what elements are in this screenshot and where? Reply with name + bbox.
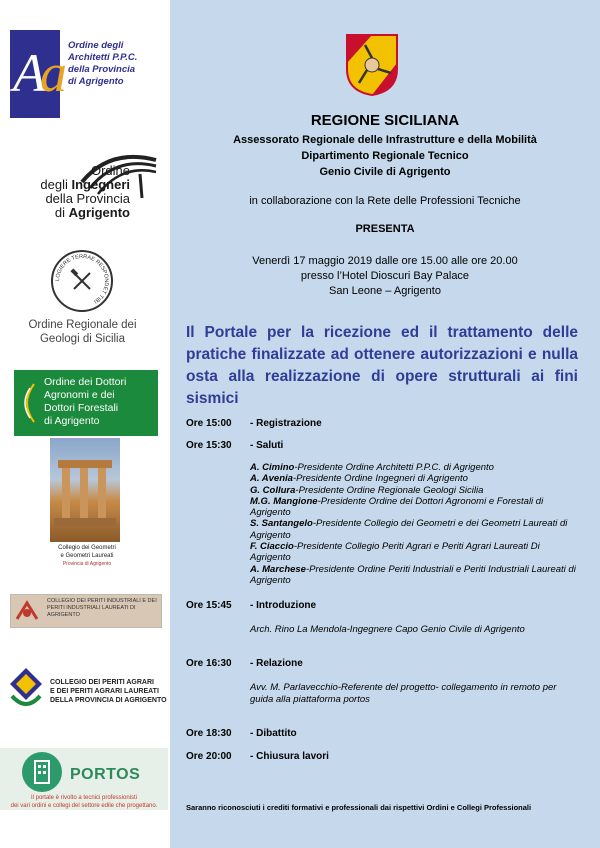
program-time: Ore 20:00 — [186, 751, 232, 762]
presenta-label: PRESENTA — [355, 223, 415, 235]
speaker-item: F. Ciaccio-Presidente Collegio Periti Agrari e Periti Agrari Laureati Di Agrigento — [250, 541, 540, 564]
speaker-item: G. Collura-Presidente Ordine Regionale Geologi Sicilia — [250, 484, 484, 496]
program-detail: Avv. M. Parlavecchio-Referente del progetto- collegamento in remoto per guida alla piattaforma portos — [250, 682, 557, 705]
program-time: Ore 18:30 — [186, 728, 232, 739]
main-panel — [170, 0, 600, 848]
trinacria-crest-icon — [345, 33, 399, 97]
program-label: - Saluti — [250, 440, 284, 451]
collaboration-line: in collaborazione con la Rete delle Professioni Tecniche — [249, 195, 521, 207]
program-label: - Chiusura lavori — [250, 751, 329, 762]
ingegneri-logo — [10, 148, 165, 218]
geometri-logo — [50, 438, 120, 568]
portos-caption: Il portale è rivolto a tecnici professionisti dei vari ordini e collegi del settore edile che progettano. — [10, 795, 158, 809]
program-time: Ore 15:30 — [186, 440, 232, 451]
speaker-list — [250, 462, 580, 586]
geometri-name: Collegio dei Geometri e Geometri Laureati Provincia di Agrigento — [58, 545, 116, 567]
ingegneri-name: Ordine degli Ingegneri della Provincia di Agrigento — [40, 163, 130, 220]
agronomi-name: Ordine dei Dottori Agronomi e dei Dottori Forestali di Agrigento — [44, 376, 127, 427]
speaker-item: A. Marchese-Presidente Ordine Periti Industriali e Periti Industriali Laureati di Agrigento — [250, 563, 576, 586]
page-title: REGIONE SICILIANA — [310, 112, 460, 129]
program-label: - Dibattito — [250, 728, 297, 739]
architetti-mark — [10, 30, 60, 118]
periti-industriali-mark-icon — [15, 599, 41, 623]
geologi-seal-text: LOGIERE TERRAE RESPONDET TIBI — [54, 253, 110, 305]
program-label: - Registrazione — [250, 418, 322, 429]
portos-logo — [0, 748, 168, 810]
genio-civile-line: Genio Civile di Agrigento — [319, 166, 451, 178]
program-time: Ore 15:45 — [186, 600, 232, 611]
geologi-logo — [10, 250, 165, 350]
program-label: - Relazione — [250, 658, 303, 669]
temple-photo — [50, 438, 120, 542]
sponsor-sidebar — [0, 0, 170, 848]
speaker-item: M.G. Mangione-Presidente Ordine dei Dottori Agronomi e Forestali di Agrigento — [250, 495, 544, 519]
credits-footnote: Saranno riconosciuti i crediti formativi e professionali dai rispettivi Ordini e Collegi Professionali — [186, 803, 532, 812]
architetti-logo — [10, 30, 165, 120]
assessorato-line: Assessorato Regionale delle Infrastrutture e della Mobilità — [233, 134, 537, 146]
svg-text:LOGIERE TERRAE RESPONDET TIBI — [55, 254, 109, 305]
speaker-item: A. Cimino-Presidente Ordine Architetti P.P.C. di Agrigento — [250, 462, 494, 473]
portos-building-icon — [22, 752, 62, 792]
geologi-name: Ordine Regionale dei Geologi di Sicilia — [28, 319, 137, 345]
periti-agrari-name: COLLEGIO DEI PERITI AGRARI E DEI PERITI AGRARI LAUREATI DELLA PROVINCIA DI AGRIGENTO — [50, 679, 167, 704]
periti-agrari-logo — [8, 666, 168, 714]
periti-agrari-mark-icon — [8, 666, 44, 712]
architetti-name: Ordine degli Architetti P.P.C. della Provincia di Agrigento — [68, 40, 138, 87]
event-date-venue: Venerdì 17 maggio 2019 dalle ore 15.00 alle ore 20.00 presso l’Hotel Dioscuri Bay Palace San Leone – Agrigento — [252, 255, 518, 297]
speaker-item: A. Avenia-Presidente Ordine Ingegneri di Agrigento — [250, 473, 468, 485]
agronomi-leaf-icon — [18, 380, 38, 426]
dipartimento-line: Dipartimento Regionale Tecnico — [301, 150, 469, 162]
program-time: Ore 16:30 — [186, 658, 232, 669]
periti-industriali-name: COLLEGIO DEI PERITI INDUSTRIALI E DEI PERITI INDUSTRIALI LAUREATI DI AGRIGENTO — [47, 598, 157, 618]
portos-title: PORTOS — [70, 766, 141, 783]
program-time: Ore 15:00 — [186, 418, 232, 429]
architetti-letter-a: A — [13, 43, 40, 103]
speaker-item: S. Santangelo-Presidente Collegio dei Geometri e dei Geometri Laureati di Agrigento — [250, 518, 568, 541]
periti-industriali-logo — [10, 594, 162, 628]
program-detail: Arch. Rino La Mendola-Ingegnere Capo Genio Civile di Agrigento — [250, 624, 525, 635]
geologi-seal-icon — [51, 250, 113, 312]
event-headline: Il Portale per la ricezione ed il trattamento delle pratiche finalizzate ad ottenere autorizzazioni e nulla osta alla realizzazione di opere strutturali ai fini sismici — [186, 324, 578, 407]
program-label: - Introduzione — [250, 600, 317, 611]
agronomi-logo — [14, 370, 158, 436]
architetti-letter-a-small: a — [40, 43, 61, 103]
